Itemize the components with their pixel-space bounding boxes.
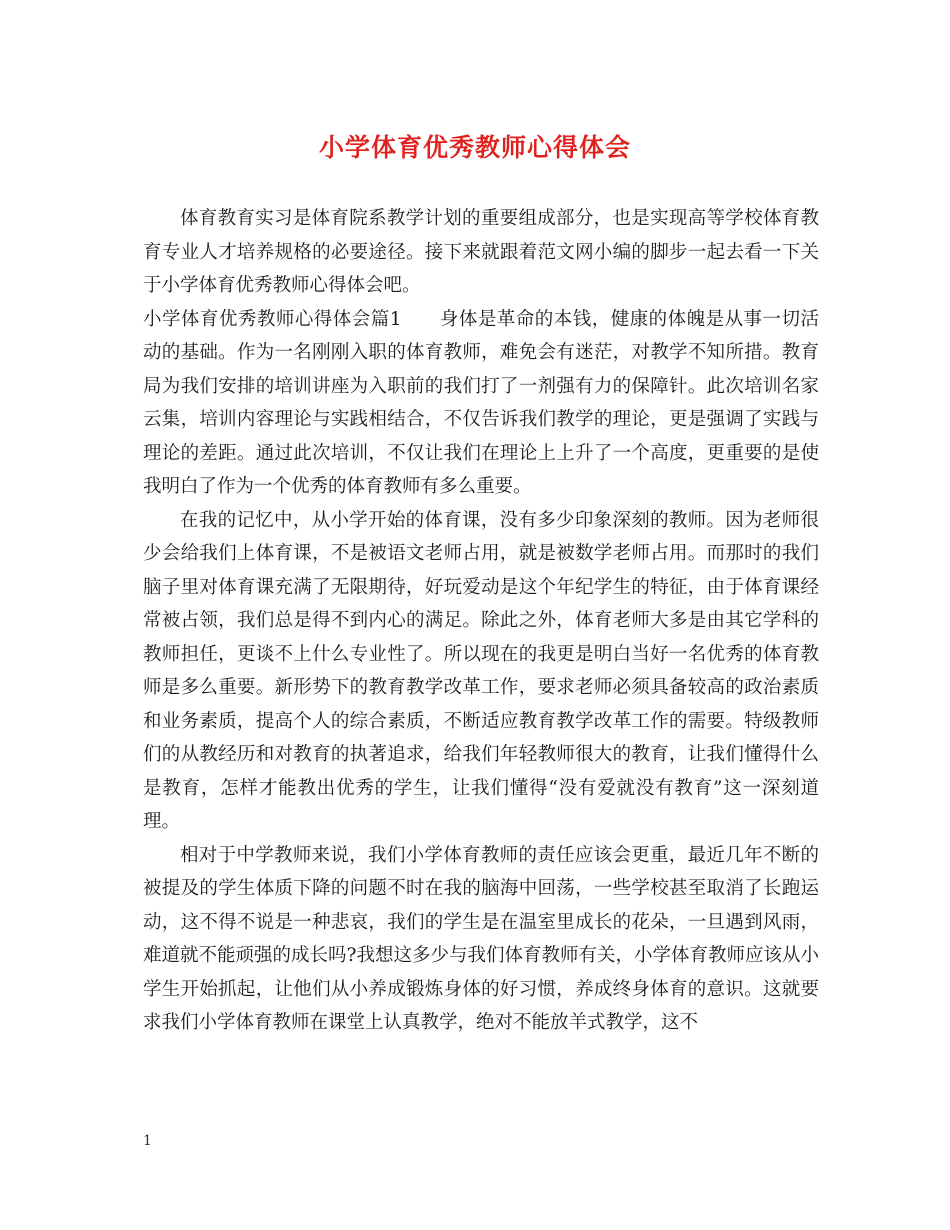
paragraph-memory: 在我的记忆中，从小学开始的体育课，没有多少印象深刻的教师。因为老师很少会给我们上体育课，不是被语文老师占用，就是被数学老师占用。而那时的我们脑子里对体育课充满了无限期待，好玩爱动是这个年纪学生的特征，由于体育课经常被占领，我们总是得不到内心的满足。除此之外，体育老师大多是由其它学科的教师担任，更谈不上什么专业性了。所以现在的我更是明白当好一名优秀的体育教师是多么重要。新形势下的教育教学改革工作，要求老师必须具备较高的政治素质和业务素质，提高个人的综合素质，不断适应教育教学改革工作的需要。特级教师们的从教经历和对教育的执著追求，给我们年轻教师很大的教育，让我们懂得什么是教育，怎样才能教出优秀的学生，让我们懂得“没有爱就没有教育”这一深刻道理。 [143,509,819,832]
paragraph-intro: 体育教育实习是体育院系教学计划的重要组成部分，也是实现高等学校体育教育专业人才培养规格的必要途径。接下来就跟着范文网小编的脚步一起去看一下关于小学体育优秀教师心得体会吧。 [143,208,819,296]
document-title: 小学体育优秀教师心得体会 [318,133,631,162]
paragraph-responsibility: 相对于中学教师来说，我们小学体育教师的责任应该会更重，最近几年不断的被提及的学生体质下降的问题不时在我的脑海中回荡，一些学校甚至取消了长跑运动，这不得不说是一种悲哀，我们的学生是在温室里成长的花朵，一旦遇到风雨，难道就不能顽强的成长吗?我想这多少与我们体育教师有关，小学体育教师应该从小学生开始抓起，让他们从小养成锻炼身体的好习惯，养成终身体育的意识。这就要求我们小学体育教师在课堂上认真教学，绝对不能放羊式教学，这不 [143,844,819,1033]
document-body [143,202,819,1040]
paragraph-section-1: 小学体育优秀教师心得体会篇1 身体是革命的本钱，健康的体魄是从事一切活动的基础。作为一名刚刚入职的体育教师，难免会有迷茫，对教学不知所措。教育局为我们安排的培训讲座为入职前的我们打了一剂强有力的保障针。此次培训名家云集，培训内容理论与实践相结合，不仅告诉我们教学的理论，更是强调了实践与理论的差距。通过此次培训，不仅让我们在理论上上升了一个高度，更重要的是使我明白了作为一个优秀的体育教师有多么重要。 [143,308,819,497]
page-number: 1 [143,1133,152,1149]
